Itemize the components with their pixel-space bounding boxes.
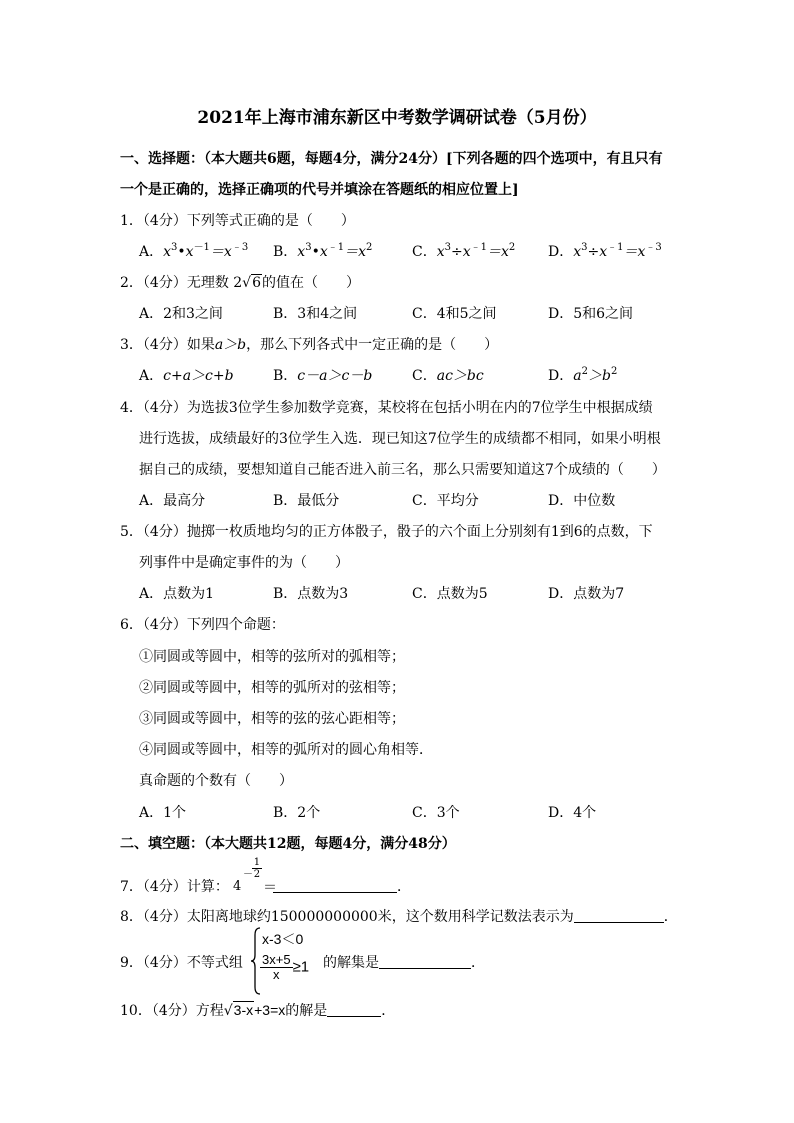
answer-blank[interactable] xyxy=(327,1002,381,1017)
question-4-option-b: B．最低分 xyxy=(273,493,340,509)
sqrt-symbol: √ xyxy=(223,1003,233,1019)
question-1-option-c: C．$x^3\div x^{﹣1}=x^2$ xyxy=(412,242,516,260)
question-7: 7．（4分）计算： 4 － 1 2 ＝ ． xyxy=(120,857,411,896)
question-9-tail: 的解集是 ． xyxy=(323,955,485,971)
question-4-option-a: A．最高分 xyxy=(139,493,206,509)
question-4-option-d: D．中位数 xyxy=(548,493,616,509)
page-title: 2021年上海市浦东新区中考数学调研试卷（5月份） xyxy=(197,108,597,128)
sqrt-symbol: √ xyxy=(242,275,252,291)
system-row-2: $\frac{3x+5}{x}$ ≥1 xyxy=(262,952,310,982)
question-6-option-c: C．3个 xyxy=(412,805,460,821)
question-6-proposition-3: ③同圆或等圆中，相等的弦的弦心距相等； xyxy=(139,711,405,727)
question-2-stem: 2．（4分）无理数 2√6的值在（ ） xyxy=(120,275,361,291)
question-7-expression: 4 － 1 2 ＝ xyxy=(232,857,277,896)
question-1-stem: 1．（4分）下列等式正确的是（ ） xyxy=(120,213,355,229)
question-6-proposition-4: ④同圆或等圆中，相等的弧所对的圆心角相等． xyxy=(139,742,433,758)
answer-blank[interactable] xyxy=(273,878,397,893)
fraction: $\frac{3x+5}{x}$ xyxy=(262,952,291,982)
question-3-stem: 3．（4分）如果a＞b，那么下列各式中一定正确的是（ ） xyxy=(120,337,499,353)
section2-heading: 二、填空题：（本大题共12题，每题4分，满分48分） xyxy=(120,836,456,852)
question-1-option-b: B．$x^3•x^{﹣1}=x^2$ xyxy=(273,242,373,260)
question-3-option-d: D．$a^2>b^2$ xyxy=(548,366,618,384)
system-row-1: x-3＜0 xyxy=(262,931,304,947)
question-2-option-c: C．4和5之间 xyxy=(412,306,497,322)
question-4-line2: 进行选拔，成绩最好的3位学生入选．现已知这7位学生的成绩都不相同，如果小明根 xyxy=(139,431,661,447)
question-6-proposition-1: ①同圆或等圆中，相等的弦所对的弧相等； xyxy=(139,649,405,665)
question-6-option-a: A．1个 xyxy=(139,805,187,821)
question-2-option-d: D．5和6之间 xyxy=(548,306,634,322)
answer-blank[interactable] xyxy=(379,954,471,969)
question-5-option-d: D．点数为7 xyxy=(548,586,625,602)
question-5-option-c: C．点数为5 xyxy=(412,586,488,602)
question-6-option-d: D．4个 xyxy=(548,805,597,821)
question-4-option-c: C．平均分 xyxy=(412,493,479,509)
question-4-line3: 据自己的成绩，要想知道自己能否进入前三名，那么只需要知道这7个成绩的（ ） xyxy=(139,462,666,478)
question-9: 9．（4分）不等式组 xyxy=(120,955,243,971)
section1-heading-line2: 一个是正确的，选择正确项的代号并填涂在答题纸的相应位置上] xyxy=(120,182,519,198)
question-8: 8．（4分）太阳离地球约150000000000米，这个数用科学记数法表示为 ． xyxy=(120,909,678,925)
question-5-option-a: A．点数为1 xyxy=(139,586,215,602)
section1-heading-line1: 一、选择题：（本大题共6题，每题4分，满分24分）[下列各题的四个选项中，有且只有 xyxy=(120,151,663,167)
question-10: 10．（4分）方程√3-x+3=x的解是 ． xyxy=(120,1002,396,1019)
question-6-proposition-2: ②同圆或等圆中，相等的弧所对的弦相等； xyxy=(139,680,405,696)
question-5-option-b: B．点数为3 xyxy=(273,586,349,602)
question-4-line1: 4．（4分）为选拔3位学生参加数学竞赛，某校将在包括小明在内的7位学生中根据成绩 xyxy=(120,400,653,416)
answer-blank[interactable] xyxy=(574,908,664,923)
question-2-option-a: A．2和3之间 xyxy=(139,306,223,322)
question-1-option-d: D．$x^3\div x^{﹣1}=x^{﹣3}$ xyxy=(548,242,662,260)
question-2-option-b: B．3和4之间 xyxy=(273,306,358,322)
question-6-ask: 真命题的个数有（ ） xyxy=(139,773,293,789)
question-6-stem: 6．（4分）下列四个命题： xyxy=(120,617,285,633)
question-6-option-b: B．2个 xyxy=(273,805,321,821)
question-3-option-c: C．ac＞bc xyxy=(412,368,484,384)
question-5-line1: 5．（4分）抛掷一枚质地均匀的正方体骰子，骰子的六个面上分别刻有1到6的点数，下 xyxy=(120,524,653,540)
question-5-line2: 列事件中是确定事件的为（ ） xyxy=(139,555,349,571)
question-3-option-b: B．c－a＞c－b xyxy=(273,368,373,384)
question-3-option-a: A．c+a＞c+b xyxy=(139,368,234,384)
question-1-option-a: A．$x^3•x^{-1}=x^{﹣3}$ xyxy=(139,242,249,260)
